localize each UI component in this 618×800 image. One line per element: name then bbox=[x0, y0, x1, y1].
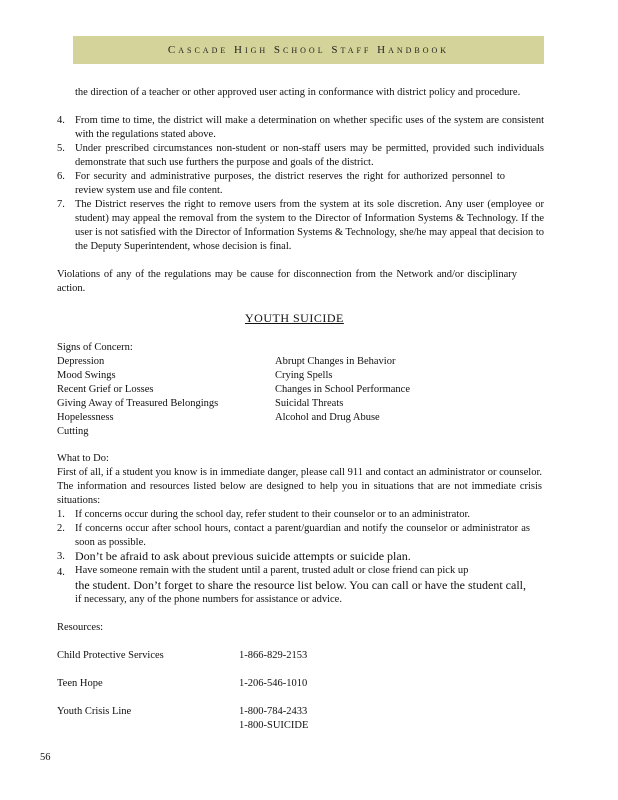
step-3-number: 3. bbox=[57, 551, 65, 562]
rule-7-text: The District reserves the right to remove users from the system at its sole discretion. Any user (employee or student) may appeal the removal from the system to the Director of Information Systems & Technology. If the user is not satisfied with the Director of Information Systems & Technology, she/he may appeal that decision to the Deputy Superintendent, whose decision is final. bbox=[75, 199, 544, 252]
sign-left: Hopelessness bbox=[57, 412, 114, 423]
step-3-text: Don’t be afraid to ask about previous suicide attempts or suicide plan. bbox=[75, 549, 411, 563]
intro-continuation: the direction of a teacher or other approved user acting in conformance with district policy and procedure. bbox=[75, 87, 521, 98]
step-4-text-line3: if necessary, any of the phone numbers for assistance or advice. bbox=[75, 594, 342, 605]
resource-name: Teen Hope bbox=[57, 678, 103, 689]
signs-heading: Signs of Concern: bbox=[57, 342, 133, 353]
sign-left: Depression bbox=[57, 356, 105, 367]
sign-left: Mood Swings bbox=[57, 370, 116, 381]
sign-left: Cutting bbox=[57, 426, 89, 437]
step-2-number: 2. bbox=[57, 523, 65, 534]
rule-4-number: 4. bbox=[57, 115, 65, 126]
rule-7-number: 7. bbox=[57, 199, 65, 210]
resource-name: Youth Crisis Line bbox=[57, 706, 132, 717]
step-1-text: If concerns occur during the school day, refer student to their counselor or to an administrator. bbox=[75, 509, 470, 520]
step-4-number: 4. bbox=[57, 567, 65, 578]
rule-6-text: For security and administrative purposes, the district reserves the right for authorized personnel to review system use and file content. bbox=[75, 171, 505, 196]
rule-4-text: From time to time, the district will make a determination on whether specific uses of the system are consistent with the regulations stated above. bbox=[75, 115, 544, 140]
what-to-do-intro: First of all, if a student you know is in immediate danger, please call 911 and contact an administrator or counselor. The information and resources listed below are designed to help you in situations that are not immediate crisis situations: bbox=[57, 467, 542, 506]
sign-right: Crying Spells bbox=[275, 370, 333, 381]
page-number: 56 bbox=[40, 752, 51, 763]
rule-6-number: 6. bbox=[57, 171, 65, 182]
resource-phone: 1-206-546-1010 bbox=[239, 678, 308, 689]
resource-phone-alt: 1-800-SUICIDE bbox=[239, 720, 309, 731]
rule-5-number: 5. bbox=[57, 143, 65, 154]
violations-text: Violations of any of the regulations may be cause for disconnection from the Network and/or disciplinary action. bbox=[57, 269, 517, 294]
sign-right: Alcohol and Drug Abuse bbox=[275, 412, 380, 423]
resources-heading: Resources: bbox=[57, 622, 104, 633]
resource-name: Child Protective Services bbox=[57, 650, 164, 661]
sign-right: Changes in School Performance bbox=[275, 384, 411, 395]
handbook-header bbox=[73, 36, 544, 64]
sign-left: Recent Grief or Losses bbox=[57, 384, 154, 395]
header-title: Cascade High School Staff Handbook bbox=[167, 44, 450, 56]
rule-5-text: Under prescribed circumstances non-student or non-staff users may be permitted, provided such individuals demonstrate that such use furthers the purpose and goals of the district. bbox=[75, 143, 544, 168]
step-4-text-line2: the student. Don’t forget to share the resource list below. You can call or have the student call, bbox=[75, 578, 526, 592]
sign-right: Abrupt Changes in Behavior bbox=[275, 356, 396, 367]
resource-phone: 1-800-784-2433 bbox=[239, 706, 308, 717]
resource-phone: 1-866-829-2153 bbox=[239, 650, 308, 661]
section-title: YOUTH SUICIDE bbox=[245, 311, 344, 325]
sign-right: Suicidal Threats bbox=[275, 398, 344, 409]
step-1-number: 1. bbox=[57, 509, 65, 520]
sign-left: Giving Away of Treasured Belongings bbox=[57, 398, 219, 409]
what-to-do-heading: What to Do: bbox=[57, 453, 109, 464]
step-4-text-line1: Have someone remain with the student until a parent, trusted adult or close friend can pick up bbox=[75, 565, 469, 576]
step-2-text: If concerns occur after school hours, contact a parent/guardian and notify the counselor or administrator as soon as possible. bbox=[75, 523, 530, 548]
